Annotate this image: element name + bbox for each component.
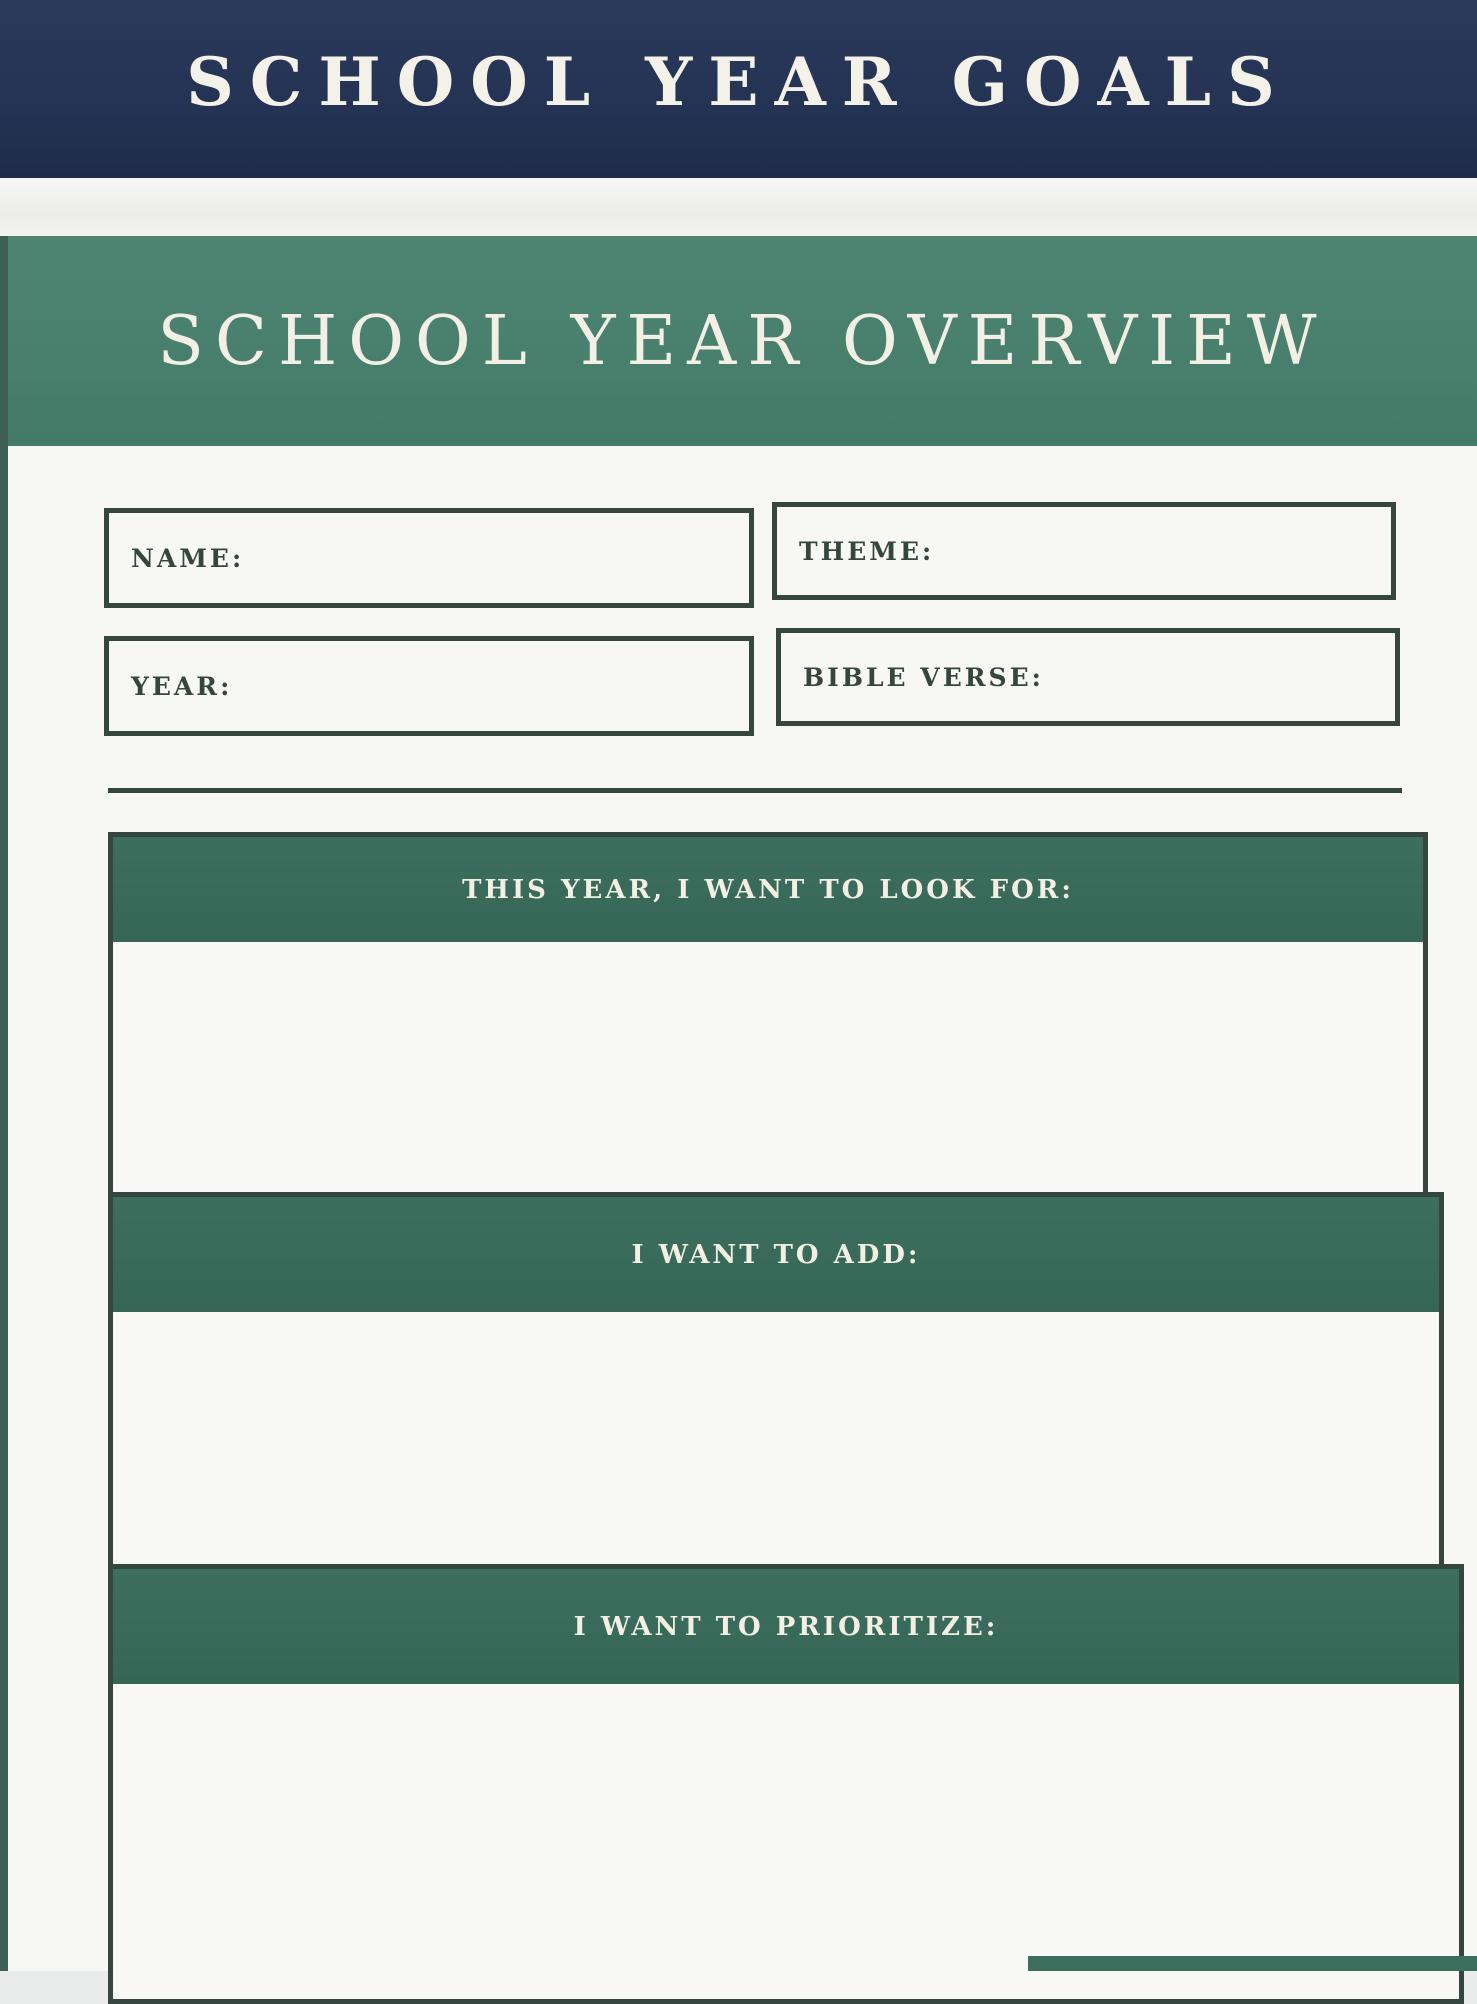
section-add-heading: I WANT TO ADD:: [631, 1239, 921, 1270]
section-prioritize-heading: I WANT TO PRIORITIZE:: [573, 1611, 999, 1642]
year-field[interactable]: [104, 636, 754, 736]
section-look-for-heading: THIS YEAR, I WANT TO LOOK FOR:: [462, 874, 1074, 905]
name-label: NAME:: [131, 543, 245, 573]
page-edge: [0, 236, 8, 1971]
section-look-for-band: [113, 837, 1423, 942]
bible-verse-label: BIBLE VERSE:: [803, 662, 1044, 692]
bible-verse-field[interactable]: [776, 628, 1400, 726]
section-add-band: [113, 1197, 1439, 1312]
overview-sheet: [8, 236, 1477, 1971]
theme-field[interactable]: [772, 502, 1396, 600]
year-label: YEAR:: [131, 671, 233, 701]
section-prioritize[interactable]: [108, 1564, 1464, 2004]
name-field[interactable]: [104, 508, 754, 608]
section-prioritize-band: [113, 1569, 1459, 1684]
overview-title: SCHOOL YEAR OVERVIEW: [157, 301, 1328, 381]
divider-line: [108, 788, 1402, 793]
theme-label: THEME:: [799, 536, 935, 566]
section-look-for[interactable]: [108, 832, 1428, 1202]
overview-header: [8, 236, 1477, 446]
goals-title: SCHOOL YEAR GOALS: [186, 43, 1291, 121]
section-add[interactable]: [108, 1192, 1444, 1590]
next-section-band: [1028, 1956, 1477, 1971]
paper-gap: [0, 178, 1477, 238]
school-year-goals-banner: [0, 0, 1477, 178]
